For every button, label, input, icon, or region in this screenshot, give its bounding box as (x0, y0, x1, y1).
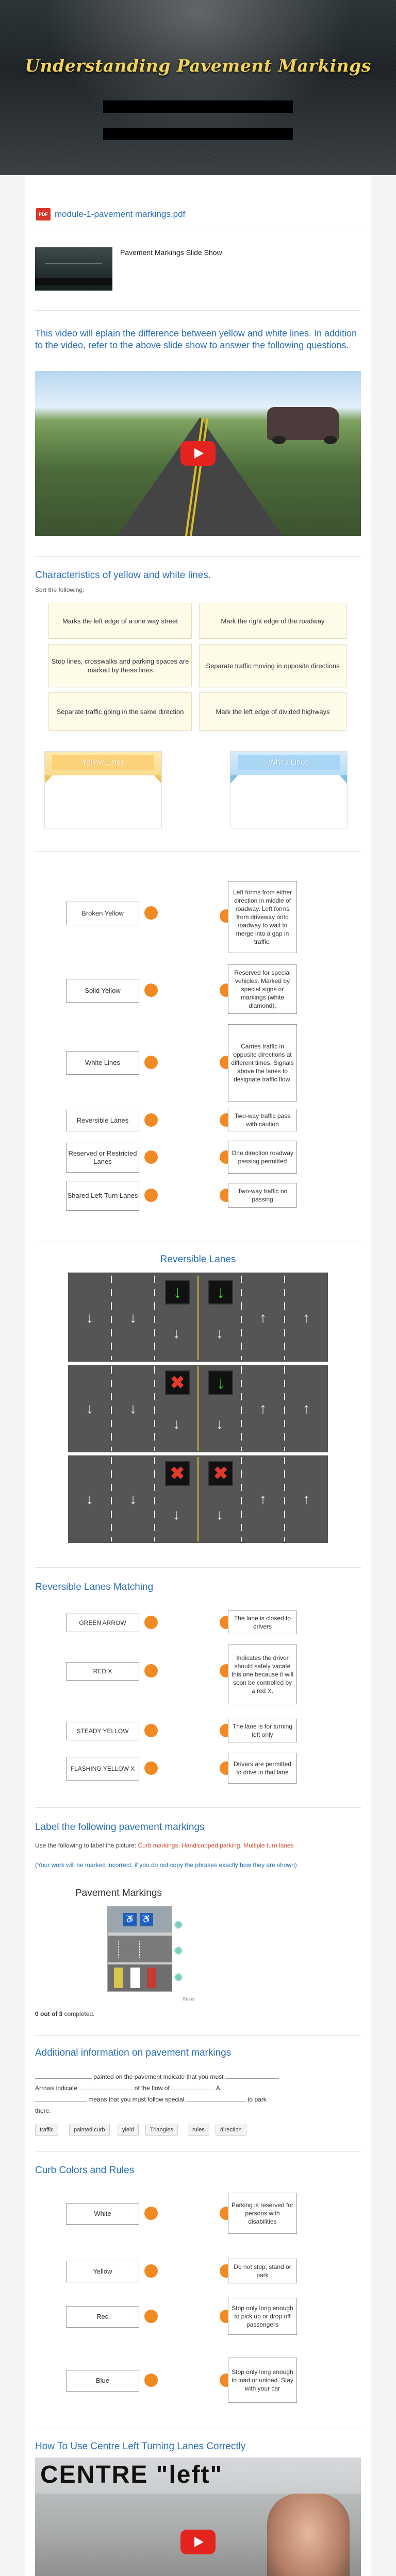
label-note: (Your work will be marked incorrect, if you do not copy the phrases exactly how they are shown) (35, 1861, 297, 1869)
arrow-up-icon: ↑ (259, 1491, 267, 1507)
reversible-lane-arrow-icon: ↓ (173, 1325, 180, 1341)
blank-text: means that you must follow special (88, 2096, 185, 2103)
match-right-item: Drivers are permitted to drive in that lane (228, 1753, 297, 1784)
label-instructions-prefix: Use the following to label the picture: (35, 1842, 138, 1849)
sort-item[interactable]: Marks the left edge of a one way street (48, 603, 192, 639)
accessibility-icon: ♿ (140, 1913, 153, 1926)
pdf-link[interactable]: module-1-pavement markings.pdf (55, 209, 186, 219)
sort-item[interactable]: Separate traffic moving in opposite directions (199, 644, 346, 687)
match-handle[interactable] (144, 2207, 158, 2220)
divider (35, 556, 361, 557)
white-lines-bin[interactable] (230, 751, 348, 828)
score-text (35, 2010, 94, 2018)
match-right-item: One direction roadway passing permitted (228, 1141, 297, 1174)
section-heading: Additional information on pavement markings (35, 2047, 232, 2058)
lane-divider (241, 1366, 242, 1451)
lane-divider (154, 1276, 155, 1360)
blank-text: to park (248, 2096, 267, 2103)
video-player[interactable] (35, 371, 361, 536)
redaction-bar (103, 128, 293, 140)
label-card-title: Pavement Markings (75, 1888, 162, 1899)
intro-text: This video will eplain the difference between yellow and white lines. In addition to the video, refer to the above slide show to answer the following questions. (35, 328, 357, 350)
match-right-item: Left forms from either direction in middle of roadway. Left forms from driveway onto roadway to wait to merge into a gap in traffic. (228, 881, 297, 953)
blank-field[interactable] (35, 2078, 92, 2079)
divider (35, 2151, 361, 2152)
sort-item[interactable]: Mark the right edge of the roadway (199, 603, 346, 639)
match-left-item[interactable]: GREEN ARROW (66, 1614, 139, 1632)
lane-divider (154, 1457, 155, 1541)
arrow-down-icon: ↓ (129, 1491, 137, 1507)
slideshow-thumbnail[interactable] (35, 247, 112, 291)
match-left-item[interactable]: FLASHING YELLOW X (66, 1757, 139, 1781)
green-arrow-signal-icon: ↓ (208, 1280, 233, 1304)
match-right-item: The lane is closed to drivers (228, 1611, 297, 1634)
match-handle[interactable] (144, 1113, 158, 1127)
match-left-item[interactable]: Broken Yellow (66, 902, 139, 925)
lane-divider (111, 1366, 112, 1451)
reversible-lane-arrow-icon: ↓ (216, 1325, 223, 1341)
blank-field[interactable] (186, 2101, 246, 2102)
match-left-item[interactable]: Shared Left-Turn Lanes (66, 1181, 139, 1211)
match-left-item[interactable]: RED X (66, 1662, 139, 1681)
reset-button[interactable]: Reset (183, 1996, 195, 2002)
red-x-signal-icon: ✖ (165, 1370, 190, 1395)
reversible-lane-arrow-icon: ↓ (216, 1416, 223, 1432)
accessibility-icon: ♿ (123, 1913, 137, 1926)
match-handle[interactable] (144, 906, 158, 920)
lane-divider (284, 1366, 285, 1451)
match-left-item[interactable]: Reserved or Restricted Lanes (66, 1143, 139, 1173)
match-handle[interactable] (144, 2374, 158, 2387)
header-texture (0, 0, 396, 175)
blank-text: of the flow of (134, 2084, 170, 2092)
match-handle[interactable] (144, 1761, 158, 1775)
divider (35, 1807, 361, 1808)
word-tag[interactable]: direction (216, 2124, 246, 2136)
lane-divider (284, 1276, 285, 1360)
hotspot-marker[interactable] (174, 1973, 183, 1981)
match-handle[interactable] (144, 1664, 158, 1677)
word-tag[interactable]: traffic (35, 2124, 58, 2136)
video-overlay-text: CENTRE "left" (40, 2461, 223, 2488)
reversible-lane-arrow-icon: ↓ (173, 1506, 180, 1522)
lane-divider (197, 1276, 199, 1360)
score-count: 0 out of 3 (35, 2010, 63, 2018)
word-tag[interactable]: Triangles (145, 2124, 178, 2136)
sort-instruction: Sort the following: (35, 586, 85, 594)
fill-in-blank-text (35, 2071, 365, 2116)
reversible-lane-arrow-icon: ↓ (216, 1506, 223, 1522)
content-card (25, 175, 371, 2576)
match-left-item[interactable]: White (66, 2203, 139, 2225)
reversible-lanes-diagram (68, 1273, 328, 1545)
pdf-icon: PDF (36, 208, 51, 221)
play-button[interactable] (180, 441, 216, 466)
word-tag[interactable]: yield (118, 2124, 139, 2136)
arrow-up-icon: ↑ (259, 1400, 267, 1416)
lane-divider (111, 1276, 112, 1360)
sort-item[interactable]: Separate traffic going in the same direction (48, 692, 192, 731)
match-left-item[interactable]: Reversible Lanes (66, 1110, 139, 1131)
blank-field[interactable] (35, 2101, 87, 2102)
match-handle[interactable] (144, 2310, 158, 2323)
match-right-item: Two-way traffic no passing (228, 1183, 297, 1208)
divider (35, 2035, 361, 2036)
arrow-down-icon: ↓ (86, 1400, 93, 1416)
arrow-down-icon: ↓ (129, 1400, 137, 1416)
word-tag[interactable]: rules (188, 2124, 209, 2136)
section-heading: Reversible Lanes (160, 1254, 236, 1265)
blank-text: A (216, 2084, 220, 2092)
green-arrow-signal-icon: ↓ (208, 1370, 233, 1395)
row-divider (68, 1362, 328, 1365)
lane-divider (241, 1457, 242, 1541)
arrow-down-icon: ↓ (129, 1310, 137, 1326)
red-x-signal-icon: ✖ (165, 1461, 190, 1486)
word-tag[interactable]: painted curb (69, 2124, 110, 2136)
match-left-item[interactable]: Yellow (66, 2261, 139, 2282)
match-right-item: The lane is for turning left only (228, 1719, 297, 1742)
lane-divider (197, 1366, 199, 1451)
sort-item[interactable]: Mark the left edge of divided highways (199, 692, 346, 731)
score-suffix: completed. (62, 2010, 95, 2018)
yellow-lines-label: Yellow Lines (52, 755, 154, 770)
match-left-item[interactable]: Solid Yellow (66, 979, 139, 1003)
blank-text: there. (35, 2107, 51, 2114)
play-button[interactable] (180, 2530, 216, 2554)
section-heading: Label the following pavement markings (35, 1822, 205, 1833)
sort-item[interactable]: Stop lines, crosswalks and parking spaces are marked by these lines (48, 644, 192, 687)
match-right-item: Two-way traffic pass with caution (228, 1109, 297, 1131)
match-handle[interactable] (144, 1056, 158, 1069)
section-heading: Reversible Lanes Matching (35, 1582, 154, 1592)
match-left-item[interactable]: STEADY YELLOW (66, 1722, 139, 1740)
section-heading: Curb Colors and Rules (35, 2165, 135, 2176)
page-title: Understanding Pavement Markings (25, 56, 371, 76)
match-handle[interactable] (144, 2264, 158, 2278)
slideshow-label[interactable]: Pavement Markings Slide Show (120, 248, 222, 257)
match-right-item: Indicates the driver should safely vacate this one because it will soon be controlled by a red X. (228, 1645, 297, 1704)
green-arrow-signal-icon: ↓ (165, 1280, 190, 1304)
lane-divider (284, 1457, 285, 1541)
row-divider (68, 1452, 328, 1455)
reversible-lane-arrow-icon: ↓ (173, 1416, 180, 1432)
match-handle[interactable] (144, 1150, 158, 1164)
arrow-down-icon: ↓ (86, 1491, 93, 1507)
arrow-up-icon: ↑ (303, 1491, 310, 1507)
arrow-down-icon: ↓ (86, 1310, 93, 1326)
match-handle[interactable] (144, 1724, 158, 1737)
divider (35, 310, 361, 311)
blank-field[interactable] (225, 2078, 279, 2079)
match-right-item: Reserved for special vehicles. Marked by special signs or markings (white diamond). (228, 964, 297, 1014)
arrow-up-icon: ↑ (303, 1310, 310, 1326)
match-right-item: Stop only long enough to load or unload. Stay with your car (228, 2358, 297, 2403)
row-divider (68, 1543, 328, 1545)
section-heading: Characteristics of yellow and white lines. (35, 570, 211, 581)
lane-divider (197, 1457, 199, 1541)
section-heading: How To Use Centre Left Turning Lanes Correctly (35, 2441, 246, 2452)
presenter-image (267, 2494, 350, 2576)
header-banner (0, 0, 396, 175)
match-right-item: Do not stop, stand or park (228, 2259, 297, 2283)
lane-divider (241, 1276, 242, 1360)
label-instructions (35, 1841, 360, 1850)
blank-text: painted on the pavement indicate that you must (93, 2073, 224, 2080)
hotspot-marker[interactable] (174, 1921, 183, 1929)
red-x-signal-icon: ✖ (208, 1461, 233, 1486)
yellow-lines-bin[interactable] (44, 751, 162, 828)
match-handle[interactable] (144, 1616, 158, 1629)
pavement-picture (107, 1906, 172, 1992)
match-right-item: Carries traffic in opposite directions at different times. Signals above the lanes to designate traffic flow. (228, 1024, 297, 1101)
match-left-item[interactable]: White Lines (66, 1051, 139, 1075)
divider (35, 851, 361, 852)
lane-divider (111, 1457, 112, 1541)
match-left-item[interactable]: Red (66, 2306, 139, 2328)
match-right-item: Parking is reserved for persons with disabilities (228, 2193, 297, 2234)
blank-text: Arrows indicate (35, 2084, 78, 2092)
arrow-up-icon: ↑ (259, 1310, 267, 1326)
label-instructions-terms: Curb markings, Handicapped parking, Multiple turn lanes (138, 1842, 294, 1849)
lane-divider (154, 1366, 155, 1451)
match-handle[interactable] (144, 1189, 158, 1202)
match-right-item: Stop only long enough to pick up or drop off passengers (228, 2298, 297, 2335)
divider (35, 1567, 361, 1568)
match-handle[interactable] (144, 984, 158, 997)
white-lines-label: White Lines (238, 755, 340, 770)
video-player[interactable] (35, 2458, 361, 2576)
match-left-item[interactable]: Blue (66, 2370, 139, 2392)
arrow-up-icon: ↑ (303, 1400, 310, 1416)
redaction-bar (103, 100, 293, 113)
hotspot-marker[interactable] (174, 1946, 183, 1955)
